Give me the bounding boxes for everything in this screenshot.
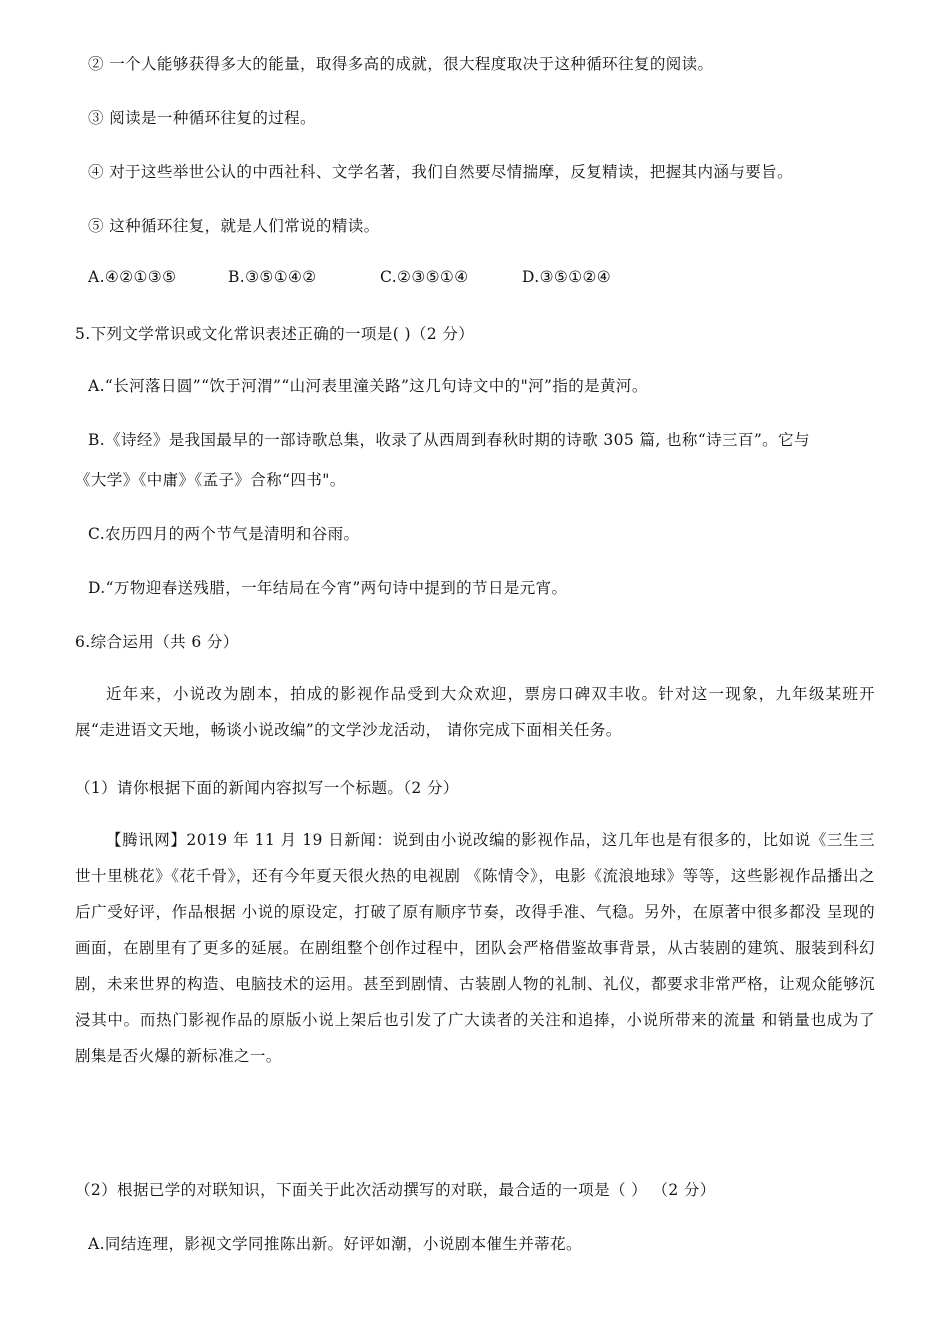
q5-option-d: D.“万物迎春送残腊，一年结局在今宵”两句诗中提到的节日是元宵。 bbox=[88, 579, 568, 597]
q4-item-4: ④ 对于这些举世公认的中西社科、文学名著，我们自然要尽情揣摩，反复精读，把握其内涵与要旨。 bbox=[88, 163, 793, 181]
q6-news-paragraph: 【腾讯网】2019 年 11 月 19 日新闻：说到由小说改编的影视作品，这几年也是有很多的，比如说《三生三世十里桃花》《花千骨》，还有今年夏天很火热的电视剧 《陈情令》，电影《流浪地球》等等，这些影视作品播出之后广受好评，作品根据 小说的原设定，打破了原有顺序节奏，改得手准、气稳。另外，在原著中很多都没 呈现的画面，在剧里有了更多的延展。在剧组整个创作过程中，团队会严格借鉴故事背景，从古装剧的建筑、服装到科幻剧，未来世界的构造、电脑技术的运用。甚至到剧情、古装剧人物的礼制、礼仪，都要求非常严格，让观众能够沉浸其中。而热门影视作品的原版小说上架后也引发了广大读者的关注和追捧，小说所带来的流量 和销量也成为了剧集是否火爆的新标准之一。 bbox=[75, 831, 875, 1065]
q4-option-d: D.③⑤①②④ bbox=[522, 268, 612, 286]
q5-stem: 5.下列文学常识或文化常识表述正确的一项是( )（2 分） bbox=[75, 325, 475, 343]
q5-option-c: C.农历四月的两个节气是清明和谷雨。 bbox=[88, 525, 360, 543]
q4-options bbox=[88, 268, 611, 286]
q4-option-a: A.④②①③⑤ bbox=[88, 268, 177, 286]
q4-item-5: ⑤ 这种循环往复，就是人们常说的精读。 bbox=[88, 217, 380, 235]
q6-intro-paragraph: 近年来，小说改为剧本，拍成的影视作品受到大众欢迎，票房口碑双丰收。针对这一现象，九年级某班开展“走进语文天地，畅谈小说改编”的文学沙龙活动， 请你完成下面相关任务。 bbox=[75, 685, 875, 739]
q6-sub2-prompt: （2）根据已学的对联知识，下面关于此次活动撰写的对联，最合适的一项是（ ） （2 分） bbox=[75, 1181, 716, 1199]
q4-item-3: ③ 阅读是一种循环往复的过程。 bbox=[88, 109, 316, 127]
q4-item-2: ② 一个人能够获得多大的能量，取得多高的成就，很大程度取决于这种循环往复的阅读。 bbox=[88, 55, 714, 73]
q5-option-b-line1: B.《诗经》是我国最早的一部诗歌总集，收录了从西周到春秋时期的诗歌 305 篇, 也称“诗三百”。它与 bbox=[88, 431, 810, 449]
q6-sub2-option-a: A.同结连理，影视文学同推陈出新。好评如潮，小说剧本催生并蒂花。 bbox=[88, 1235, 582, 1253]
q4-option-b: B.③⑤①④② bbox=[228, 268, 317, 286]
q5-option-b-line2: 《大学》《中庸》《孟子》合称“四书"。 bbox=[75, 471, 346, 489]
q4-option-c: C.②③⑤①④ bbox=[380, 268, 469, 286]
q6-stem: 6.综合运用（共 6 分） bbox=[75, 633, 239, 651]
q5-option-a: A.“长河落日圆”“饮于河渭”“山河表里潼关路”这几句诗文中的"河”指的是黄河。 bbox=[88, 377, 648, 395]
q6-sub1-prompt: （1）请你根据下面的新闻内容拟写一个标题。（2 分） bbox=[75, 779, 459, 797]
